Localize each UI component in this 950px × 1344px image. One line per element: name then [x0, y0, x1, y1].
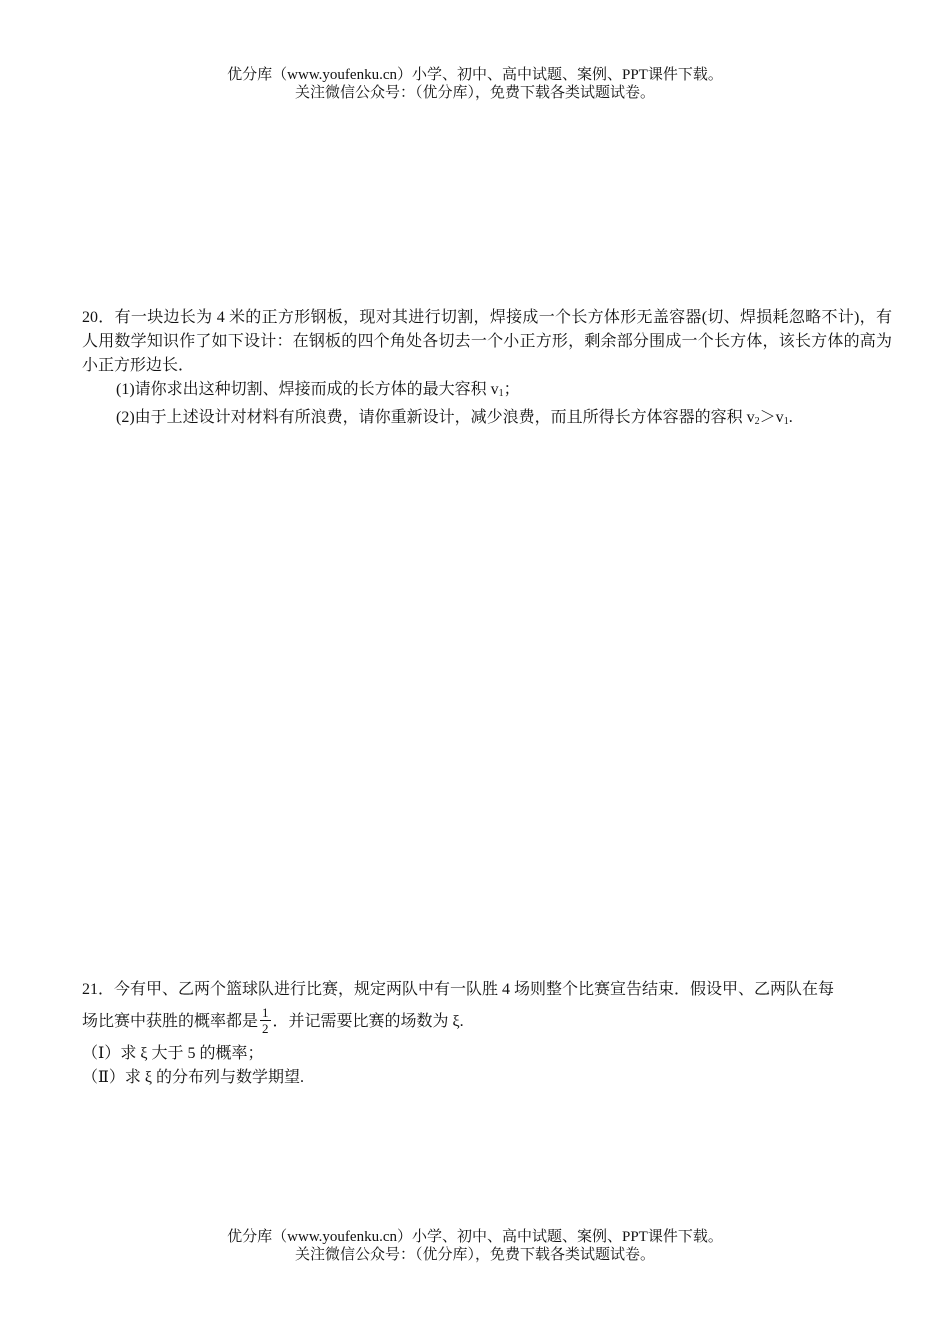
problem-21: [82, 978, 892, 1090]
problem-20-part-2-mid: ＞v: [759, 409, 784, 426]
page-footer: [0, 1228, 950, 1264]
footer-line-2: 关注微信公众号：（优分库），免费下载各类试题试卷。: [294, 1247, 655, 1263]
problem-21-stem-line-2: [82, 1002, 892, 1042]
footer-line-1: 优分库（www.youfenku.cn）小学、初中、高中试题、案例、PPT课件下载。: [227, 1229, 723, 1245]
problem-21-stem-line-1: 21．今有甲、乙两个篮球队进行比赛，规定两队中有一队胜 4 场则整个比赛宣告结束．假设甲、乙两队在每: [82, 981, 835, 998]
fraction-one-half: [260, 1005, 271, 1036]
problem-20-stem: 20．有一块边长为 4 米的正方形钢板，现对其进行切割，焊接成一个长方体形无盖容器(切、焊损耗忽略不计)，有人用数学知识作了如下设计：在钢板的四个角处各切去一个小正方形，剩余部分围成一个长方体，该长方体的高为小正方形边长．: [82, 309, 892, 374]
problem-20-part-1-text: (1)请你求出这种切割、焊接而成的长方体的最大容积 v: [116, 381, 499, 398]
problem-20-part-1: [82, 378, 892, 406]
problem-20-part-2-text: (2)由于上述设计对材料有所浪费，请你重新设计，减少浪费，而且所得长方体容器的容积 v: [116, 409, 755, 426]
problem-21-stem-text: 场比赛中获胜的概率都是: [82, 1013, 259, 1030]
subscript-1: 1: [498, 388, 504, 399]
problem-21-stem-end: ．并记需要比赛的场数为 ξ.: [272, 1013, 464, 1030]
problem-20-part-2: [82, 406, 892, 434]
header-line-2: 关注微信公众号：（优分库），免费下载各类试题试卷。: [294, 85, 655, 101]
problem-21-part-2: （Ⅱ）求 ξ 的分布列与数学期望.: [82, 1069, 305, 1086]
subscript-1b: 1: [783, 416, 789, 427]
subscript-2: 2: [754, 416, 760, 427]
problem-20: [82, 306, 892, 434]
page-header: [0, 66, 950, 102]
problem-21-part-1: （Ⅰ）求 ξ 大于 5 的概率；: [82, 1045, 264, 1062]
fraction-denominator: 2: [262, 1020, 269, 1036]
problem-20-part-1-end: ；: [503, 381, 520, 398]
problem-20-part-2-end: .: [788, 409, 793, 426]
header-line-1: 优分库（www.youfenku.cn）小学、初中、高中试题、案例、PPT课件下载。: [227, 67, 723, 83]
fraction-numerator: 1: [262, 1004, 269, 1020]
